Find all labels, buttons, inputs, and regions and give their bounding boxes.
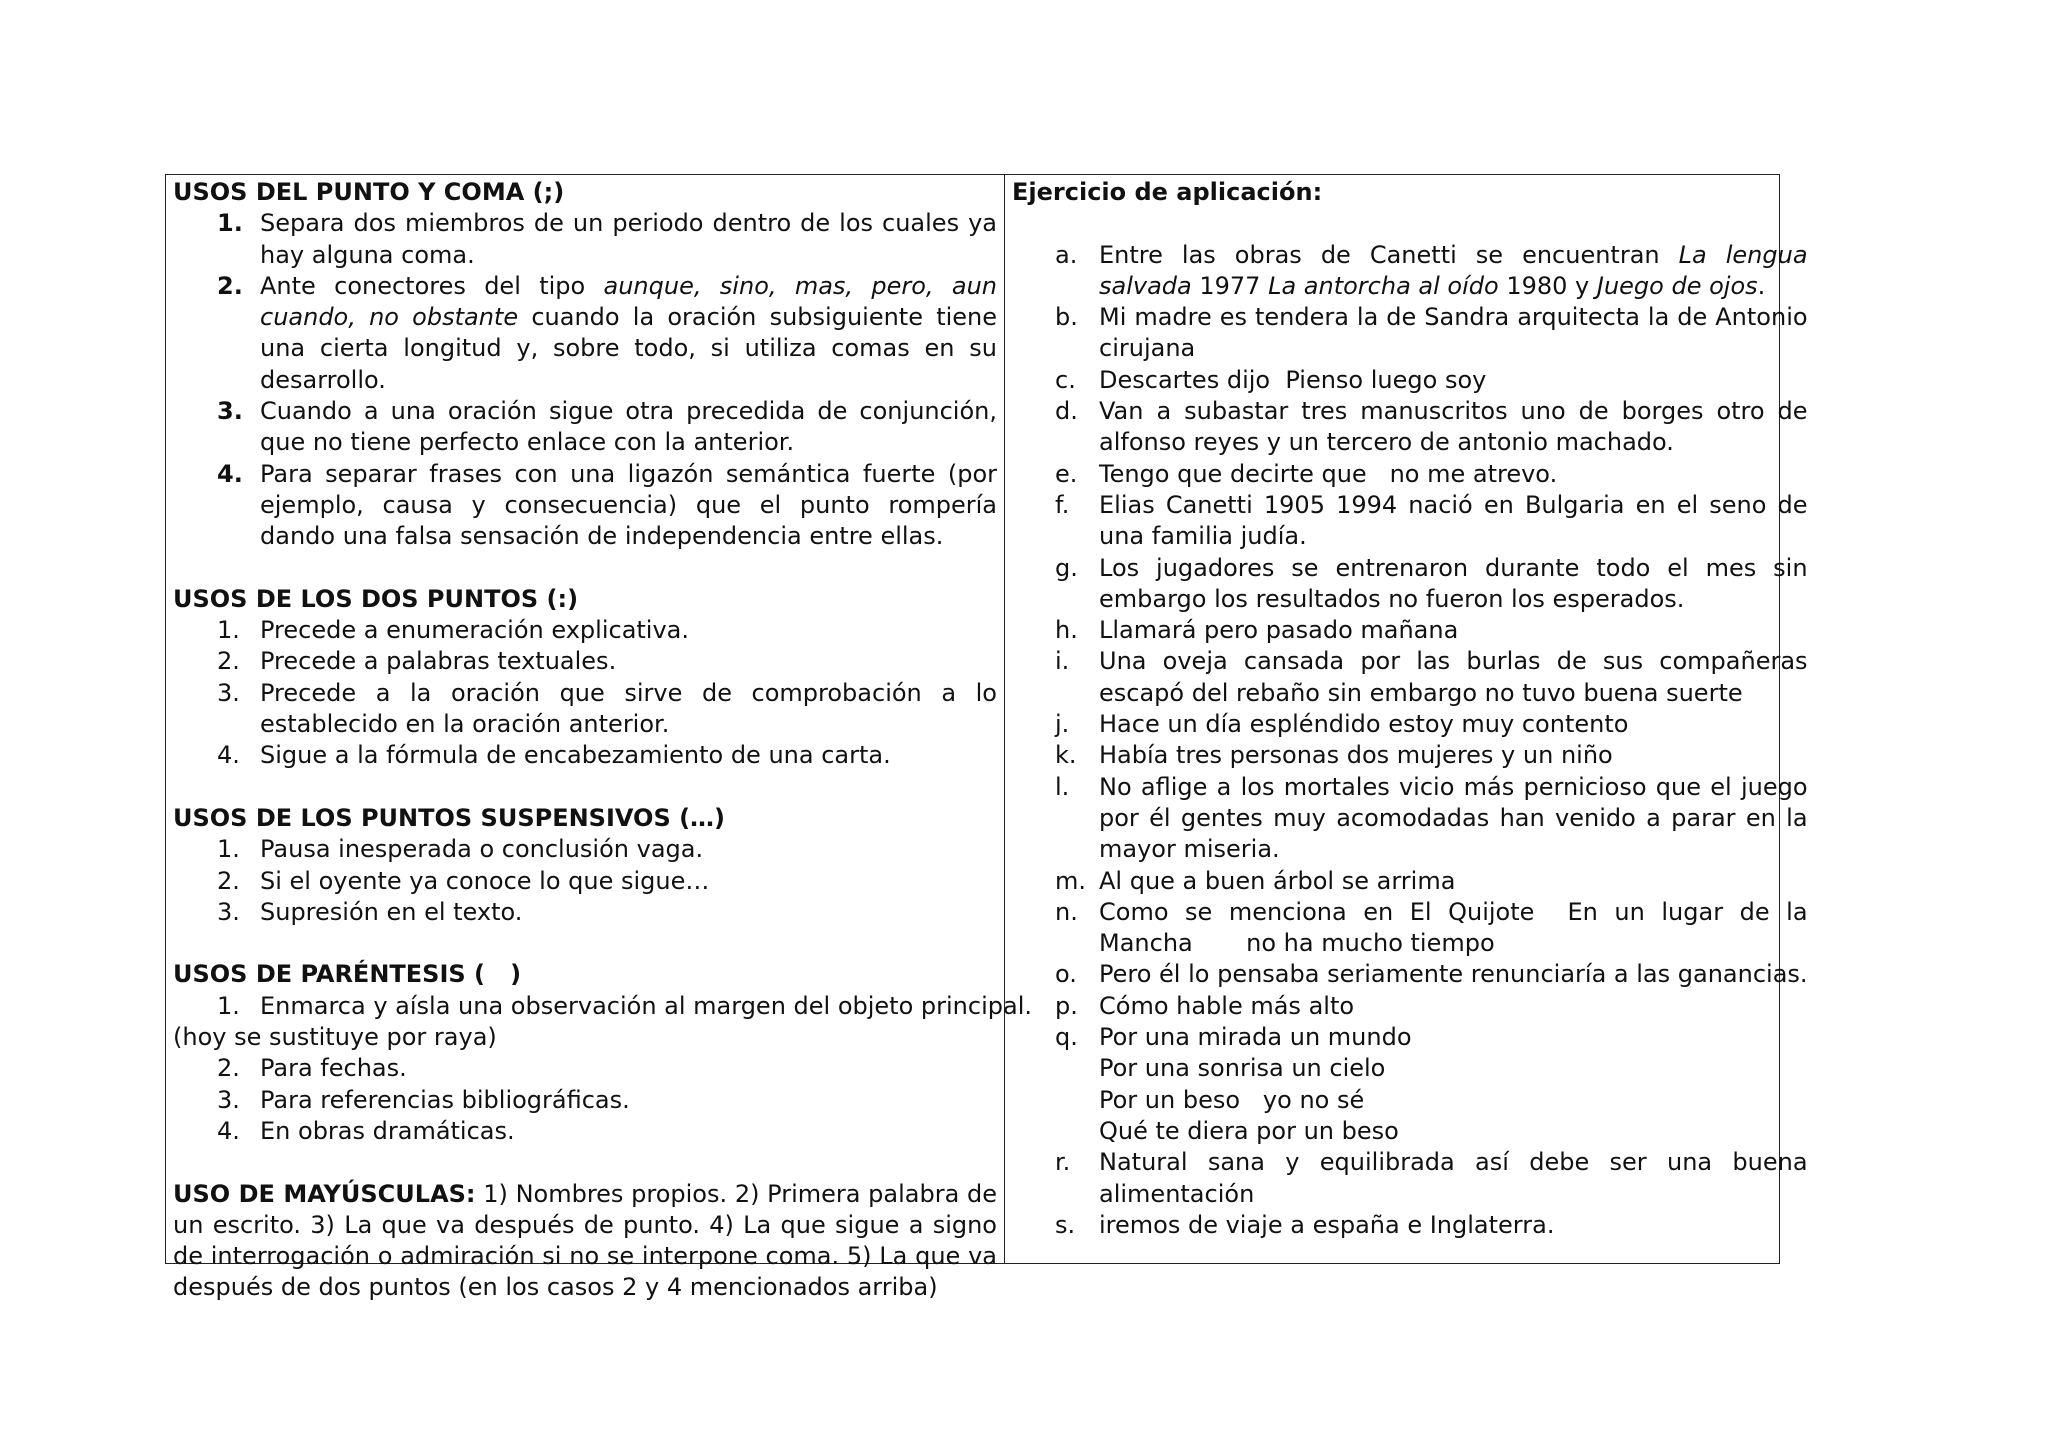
spacer	[173, 928, 997, 959]
exercise-text: Pero él lo pensaba seriamente renunciaría a las ganancias.	[1099, 960, 1808, 989]
list-marker: b.	[1055, 303, 1078, 332]
list-marker: l.	[1055, 772, 1070, 801]
list-marker: 1.	[217, 991, 240, 1020]
exercise-text: Descartes dijo Pienso luego soy	[1099, 365, 1487, 394]
list-item	[173, 271, 997, 396]
exercise-item	[1012, 646, 1808, 709]
list-text: Separa dos miembros de un periodo dentro de los cuales ya hay alguna coma.	[260, 209, 997, 269]
exercise-text: Elias Canetti 1905 1994 nació en Bulgaria en el seno de una familia judía.	[1099, 490, 1808, 551]
list-item	[173, 740, 997, 771]
exercise-item	[1012, 553, 1808, 616]
list-text: En obras dramáticas.	[260, 1116, 515, 1145]
list-marker: p.	[1055, 991, 1078, 1020]
book-title: La antorcha al oído	[1268, 271, 1499, 300]
spacer	[173, 772, 997, 803]
list-text: Enmarca y aísla una observación al margen del objeto principal.	[260, 991, 1032, 1020]
exercise-text: Tengo que decirte que no me atrevo.	[1099, 459, 1558, 488]
list-text: Precede a palabras textuales.	[260, 647, 617, 676]
exercise-table	[165, 174, 1816, 1302]
list-marker: 2.	[217, 1054, 240, 1083]
exercise-text: Hace un día espléndido estoy muy contento	[1099, 710, 1629, 739]
text-segment: 1977	[1191, 271, 1269, 300]
exercise-item	[1012, 615, 1808, 646]
exercise-item	[1012, 1147, 1808, 1210]
list-marker: 1.	[217, 209, 243, 238]
list-marker: i.	[1055, 647, 1070, 676]
exercise-item	[1012, 1022, 1808, 1147]
text-segment: cuando la oración subsiguiente tiene una cierta longitud y, sobre todo, si utiliza comas en su desarrollo.	[260, 303, 998, 394]
ellipsis-heading: USOS DE LOS PUNTOS SUSPENSIVOS (…)	[173, 803, 726, 832]
list-text: Cuando a una oración sigue otra precedida de conjunción, que no tiene perfecto enlace con la anterior.	[260, 397, 997, 457]
parenthesis-note: (hoy se sustituye por raya)	[173, 1023, 497, 1052]
poem-line: Por una sonrisa un cielo	[1099, 1054, 1386, 1083]
exercise-text: Como se menciona en El Quijote En un lugar de la Mancha no ha mucho tiempo	[1099, 897, 1816, 958]
exercise-text: iremos de viaje a españa e Inglaterra.	[1099, 1210, 1555, 1239]
spacer	[173, 1147, 997, 1178]
spacer	[173, 553, 997, 584]
poem-line: Por un beso yo no sé	[1099, 1085, 1365, 1114]
list-marker: h.	[1055, 616, 1078, 645]
exercise-list	[1012, 240, 1816, 1242]
list-marker: j.	[1055, 710, 1070, 739]
list-marker: q.	[1055, 1023, 1078, 1052]
exercise-text: Los jugadores se entrenaron durante todo el mes sin embargo los resultados no fueron los esperados.	[1099, 553, 1808, 613]
exercise-item	[1012, 1210, 1808, 1241]
parenthesis-heading: USOS DE PARÉNTESIS ( )	[173, 960, 522, 989]
semicolon-list	[173, 208, 997, 552]
exercise-text: Una oveja cansada por las burlas de sus compañeras escapó del rebaño sin embargo no tuvo buena suerte	[1099, 647, 1808, 707]
list-marker: 1.	[217, 616, 240, 645]
colon-heading: USOS DE LOS DOS PUNTOS (:)	[173, 584, 579, 613]
list-text: Para referencias bibliográficas.	[260, 1085, 630, 1114]
list-marker: 3.	[217, 678, 240, 707]
capitals-heading: USO DE MAYÚSCULAS:	[173, 1179, 476, 1208]
list-item	[173, 1116, 997, 1147]
book-title: La lengua salvada	[1099, 240, 1808, 300]
list-text: Supresión en el texto.	[260, 897, 523, 926]
capitals-text: 1) Nombres propios. 2) Primera palabra de un escrito. 3) La que va después de punto. 4) La que sigue a signo de interrogación o admiración si no se interpone coma. 5) La que va después de dos puntos (en los casos 2 y 4 mencionados arriba)	[173, 1179, 997, 1302]
capitals-paragraph	[173, 1179, 997, 1304]
list-marker: n.	[1055, 897, 1078, 926]
text-segment: .	[1757, 271, 1766, 300]
list-marker: 4.	[217, 741, 240, 770]
list-marker: s.	[1055, 1210, 1076, 1239]
list-marker: 3.	[217, 897, 240, 926]
list-text: Para fechas.	[260, 1054, 407, 1083]
list-marker: 2.	[217, 271, 243, 300]
exercise-item	[1012, 991, 1808, 1022]
list-item	[173, 897, 997, 928]
exercise-item	[1012, 740, 1808, 771]
colon-list	[173, 615, 997, 771]
list-text	[260, 271, 997, 396]
parenthesis-list-rest	[173, 1053, 997, 1147]
ellipsis-list	[173, 834, 997, 928]
list-item	[173, 615, 997, 646]
exercise-item	[1012, 490, 1808, 553]
list-item	[173, 834, 997, 865]
exercise-item	[1012, 866, 1808, 897]
exercise-text: Había tres personas dos mujeres y un niño	[1099, 741, 1613, 770]
exercise-item	[1012, 396, 1808, 459]
list-marker: o.	[1055, 960, 1077, 989]
exercise-poem	[1099, 1022, 1808, 1147]
list-text: Sigue a la fórmula de encabezamiento de una carta.	[260, 741, 891, 770]
exercise-item	[1012, 302, 1808, 365]
exercise-text: Llamará pero pasado mañana	[1099, 616, 1459, 645]
list-item	[173, 208, 997, 271]
exercise-text: No aflige a los mortales vicio más pernicioso que el juego por él gentes muy acomodadas han venido a parar en la mayor miseria.	[1099, 772, 1808, 864]
poem-line: Por una mirada un mundo	[1099, 1023, 1412, 1052]
italic-connectors: aunque, sino, mas, pero, aun cuando, no obstante	[260, 271, 997, 332]
text-segment: Entre las obras de Canetti se encuentran	[1099, 240, 1679, 269]
list-text: Precede a enumeración explicativa.	[260, 616, 690, 645]
exercise-item	[1012, 709, 1808, 740]
exercise-text: Natural sana y equilibrada así debe ser una buena alimentación	[1099, 1148, 1808, 1208]
list-marker: e.	[1055, 459, 1078, 488]
list-marker: 3.	[217, 1085, 240, 1114]
list-marker: f.	[1055, 490, 1070, 519]
list-text: Precede a la oración que sirve de comprobación a lo establecido en la oración anterior.	[260, 678, 997, 739]
list-marker: k.	[1055, 741, 1077, 770]
text-segment: Ante conectores del tipo	[260, 271, 604, 300]
exercise-item	[1012, 959, 1808, 990]
spacer	[1012, 208, 1808, 239]
text-segment: 1980 y	[1498, 271, 1597, 300]
list-marker: d.	[1055, 397, 1078, 426]
exercise-item	[1012, 459, 1808, 490]
exercise-heading: Ejercicio de aplicación:	[1012, 178, 1323, 206]
exercise-item	[1012, 240, 1808, 303]
list-marker: m.	[1055, 866, 1087, 895]
list-marker: 4.	[217, 459, 243, 488]
list-item	[173, 1085, 997, 1116]
parenthesis-list	[173, 991, 1032, 1022]
list-marker: r.	[1055, 1148, 1071, 1177]
poem-line: Qué te diera por un beso	[1099, 1116, 1399, 1145]
list-marker: a.	[1055, 240, 1078, 269]
list-marker: 3.	[217, 397, 243, 426]
list-marker: g.	[1055, 553, 1078, 582]
exercise-text: Cómo hable más alto	[1099, 991, 1355, 1020]
list-text: Si el oyente ya conoce lo que sigue…	[260, 866, 710, 895]
list-item	[173, 396, 997, 459]
list-marker: 2.	[217, 647, 240, 676]
exercise-text: Al que a buen árbol se arrima	[1099, 866, 1456, 895]
exercise-text: Mi madre es tendera la de Sandra arquitecta la de Antonio cirujana	[1099, 303, 1808, 363]
list-item	[173, 459, 997, 553]
list-marker: c.	[1055, 365, 1076, 394]
list-item	[173, 1053, 997, 1084]
book-title: Juego de ojos	[1596, 271, 1758, 300]
exercise-item	[1012, 897, 1816, 960]
exercise-text	[1099, 240, 1808, 303]
exercise-text: Van a subastar tres manuscritos uno de borges otro de alfonso reyes y un tercero de antonio machado.	[1099, 397, 1808, 457]
exercise-item	[1012, 772, 1808, 866]
list-item	[173, 866, 997, 897]
list-item	[173, 646, 997, 677]
list-text: Pausa inesperada o conclusión vaga.	[260, 835, 704, 864]
semicolon-heading: USOS DEL PUNTO Y COMA (;)	[173, 178, 565, 206]
list-item	[173, 678, 997, 741]
list-marker: 1.	[217, 835, 240, 864]
list-marker: 2.	[217, 866, 240, 895]
punctuation-rules-column	[166, 175, 1032, 1302]
exercise-column	[1005, 175, 1815, 1263]
list-text: Para separar frases con una ligazón semántica fuerte (por ejemplo, causa y consecuencia) que el punto rompería dando una falsa sensación de independencia entre ellas.	[260, 459, 997, 551]
exercise-item	[1012, 365, 1808, 396]
list-marker: 4.	[217, 1116, 240, 1145]
list-item	[173, 991, 1032, 1022]
